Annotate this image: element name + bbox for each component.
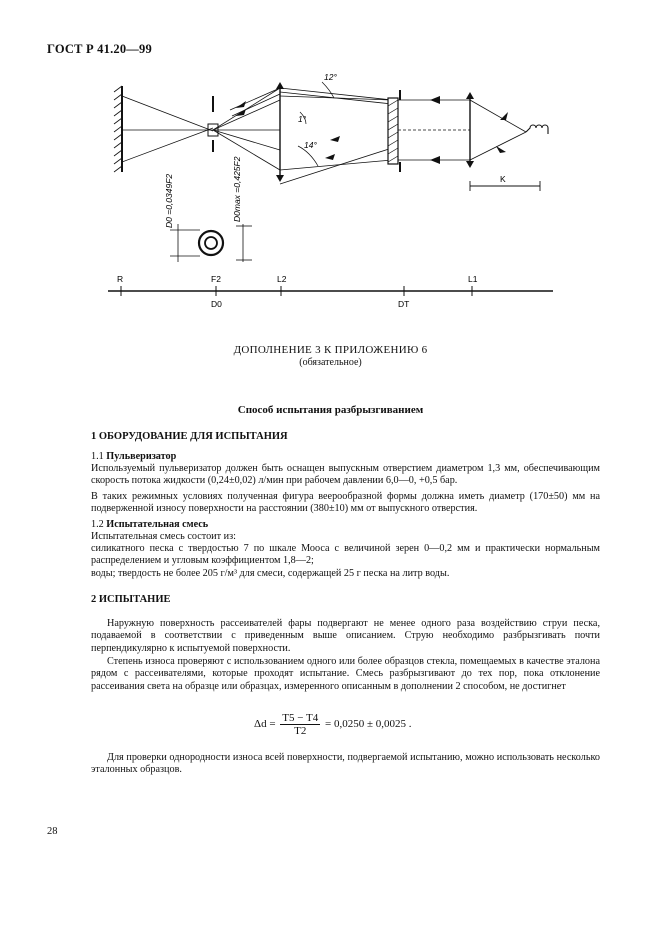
ray-fan-left [122, 88, 280, 170]
dim-d0-label: D0 =0,0349F2 [164, 173, 174, 228]
document-header: ГОСТ Р 41.20—99 [47, 42, 152, 56]
diaphragm-f2 [208, 96, 218, 152]
angle-top-label: 12° [324, 72, 337, 82]
formula-lhs: Δd = [254, 718, 279, 731]
rays-middle [230, 88, 392, 184]
formula-delta-d [254, 712, 411, 742]
section-1-heading: 1 ОБОРУДОВАНИЕ ДЛЯ ИСПЫТАНИЯ [91, 431, 288, 442]
axis-label-f2: F2 [211, 274, 221, 284]
formula-numerator: T5 − T4 [282, 712, 319, 724]
subsection-1-1-heading: 1.1 Пульверизатор [91, 451, 177, 462]
section-2-p2: Степень износа проверяют с использованием одного или более образцов стекла, помещаемых в качестве эталона рядом с рассеивателями, которые проходят испытание. Смесь разбрызгивают до тех пор, пока отклонение рассеивания света на образце или образцах, измеренного описанным в дополнении 2 способом, не достигнет [91, 656, 600, 692]
formula-rhs: = 0,0250 ± 0,0025 . [322, 718, 412, 731]
section-2-p1: Наружную поверхность рассеивателей фары подвергают не менее одного раза воздействию струи песка, подаваемой в соответствии с приведенным выше описанием. Струю необходимо разбрызгивать почти перпендикулярно к испытуемой поверхности. [91, 618, 600, 654]
subsection-1-2-p5: воды; твердость не более 205 г/м³ для смеси, содержащей 25 г песка на литр воды. [91, 568, 450, 579]
subsection-1-2-p4: силикатного песка с твердостью 7 по шкале Мооса с величиной зерен 0—0,2 мм и практически нормальным распределением и угловым коэффициентом 1,8—2; [91, 543, 600, 567]
screen-r [114, 86, 122, 172]
appendix-title: ДОПОЛНЕНИЕ 3 К ПРИЛОЖЕНИЮ 6 [233, 344, 428, 356]
lens-l1 [466, 92, 474, 168]
rays-lamp [470, 100, 526, 160]
subsection-1-1-p2: В таких режимных условиях полученная фигура веерообразной формы должна иметь диаметр (170±50) мм на подверженной износу поверхности на расстоянии (380±10) мм от выпускного отверстия. [91, 491, 600, 515]
angle-bottom-label: 14° [304, 140, 317, 150]
formula-denominator: T2 [294, 725, 307, 737]
subsection-1-2-heading: 1.2 Испытательная смесь [91, 519, 209, 530]
page-number: 28 [47, 826, 58, 837]
axis-label-l1: L1 [468, 274, 478, 284]
section-2-heading: 2 ИСПЫТАНИЕ [91, 594, 171, 605]
method-title: Способ испытания разбрызгиванием [237, 404, 424, 416]
section-2-p3: Для проверки однородности износа всей поверхности, подвергаемой испытанию, можно использовать несколько эталонных образцов. [91, 752, 600, 776]
lamp-filament-icon [526, 125, 548, 134]
formula-fraction [280, 712, 320, 737]
subsection-1-2-p3: Испытательная смесь состоит из: [91, 531, 236, 542]
label-k: K [500, 174, 506, 184]
dimension-lines-d0 [170, 224, 252, 262]
appendix-status: (обязательное) [299, 357, 362, 368]
angle-small-label: 1° [298, 114, 307, 124]
axis-label-dt: DT [398, 299, 410, 309]
parallel-beam [398, 100, 470, 160]
axis-label-l2: L2 [277, 274, 287, 284]
dim-d0max-label: D0max =0,425F2 [232, 156, 242, 222]
optical-scheme-diagram [0, 0, 661, 330]
subsection-1-1-p1: Используемый пульверизатор должен быть оснащен выпускным отверстием диаметром 1,3 мм, обеспечивающим скорость потока жидкости (0,24±0,02) л/мин при рабочем давлении 6,0—0, +0,5 бар. [91, 463, 600, 487]
circular-specimen [199, 231, 223, 255]
axis-label-d0: D0 [211, 299, 222, 309]
lens-l2 [276, 82, 284, 182]
axis-label-r: R [117, 274, 124, 284]
